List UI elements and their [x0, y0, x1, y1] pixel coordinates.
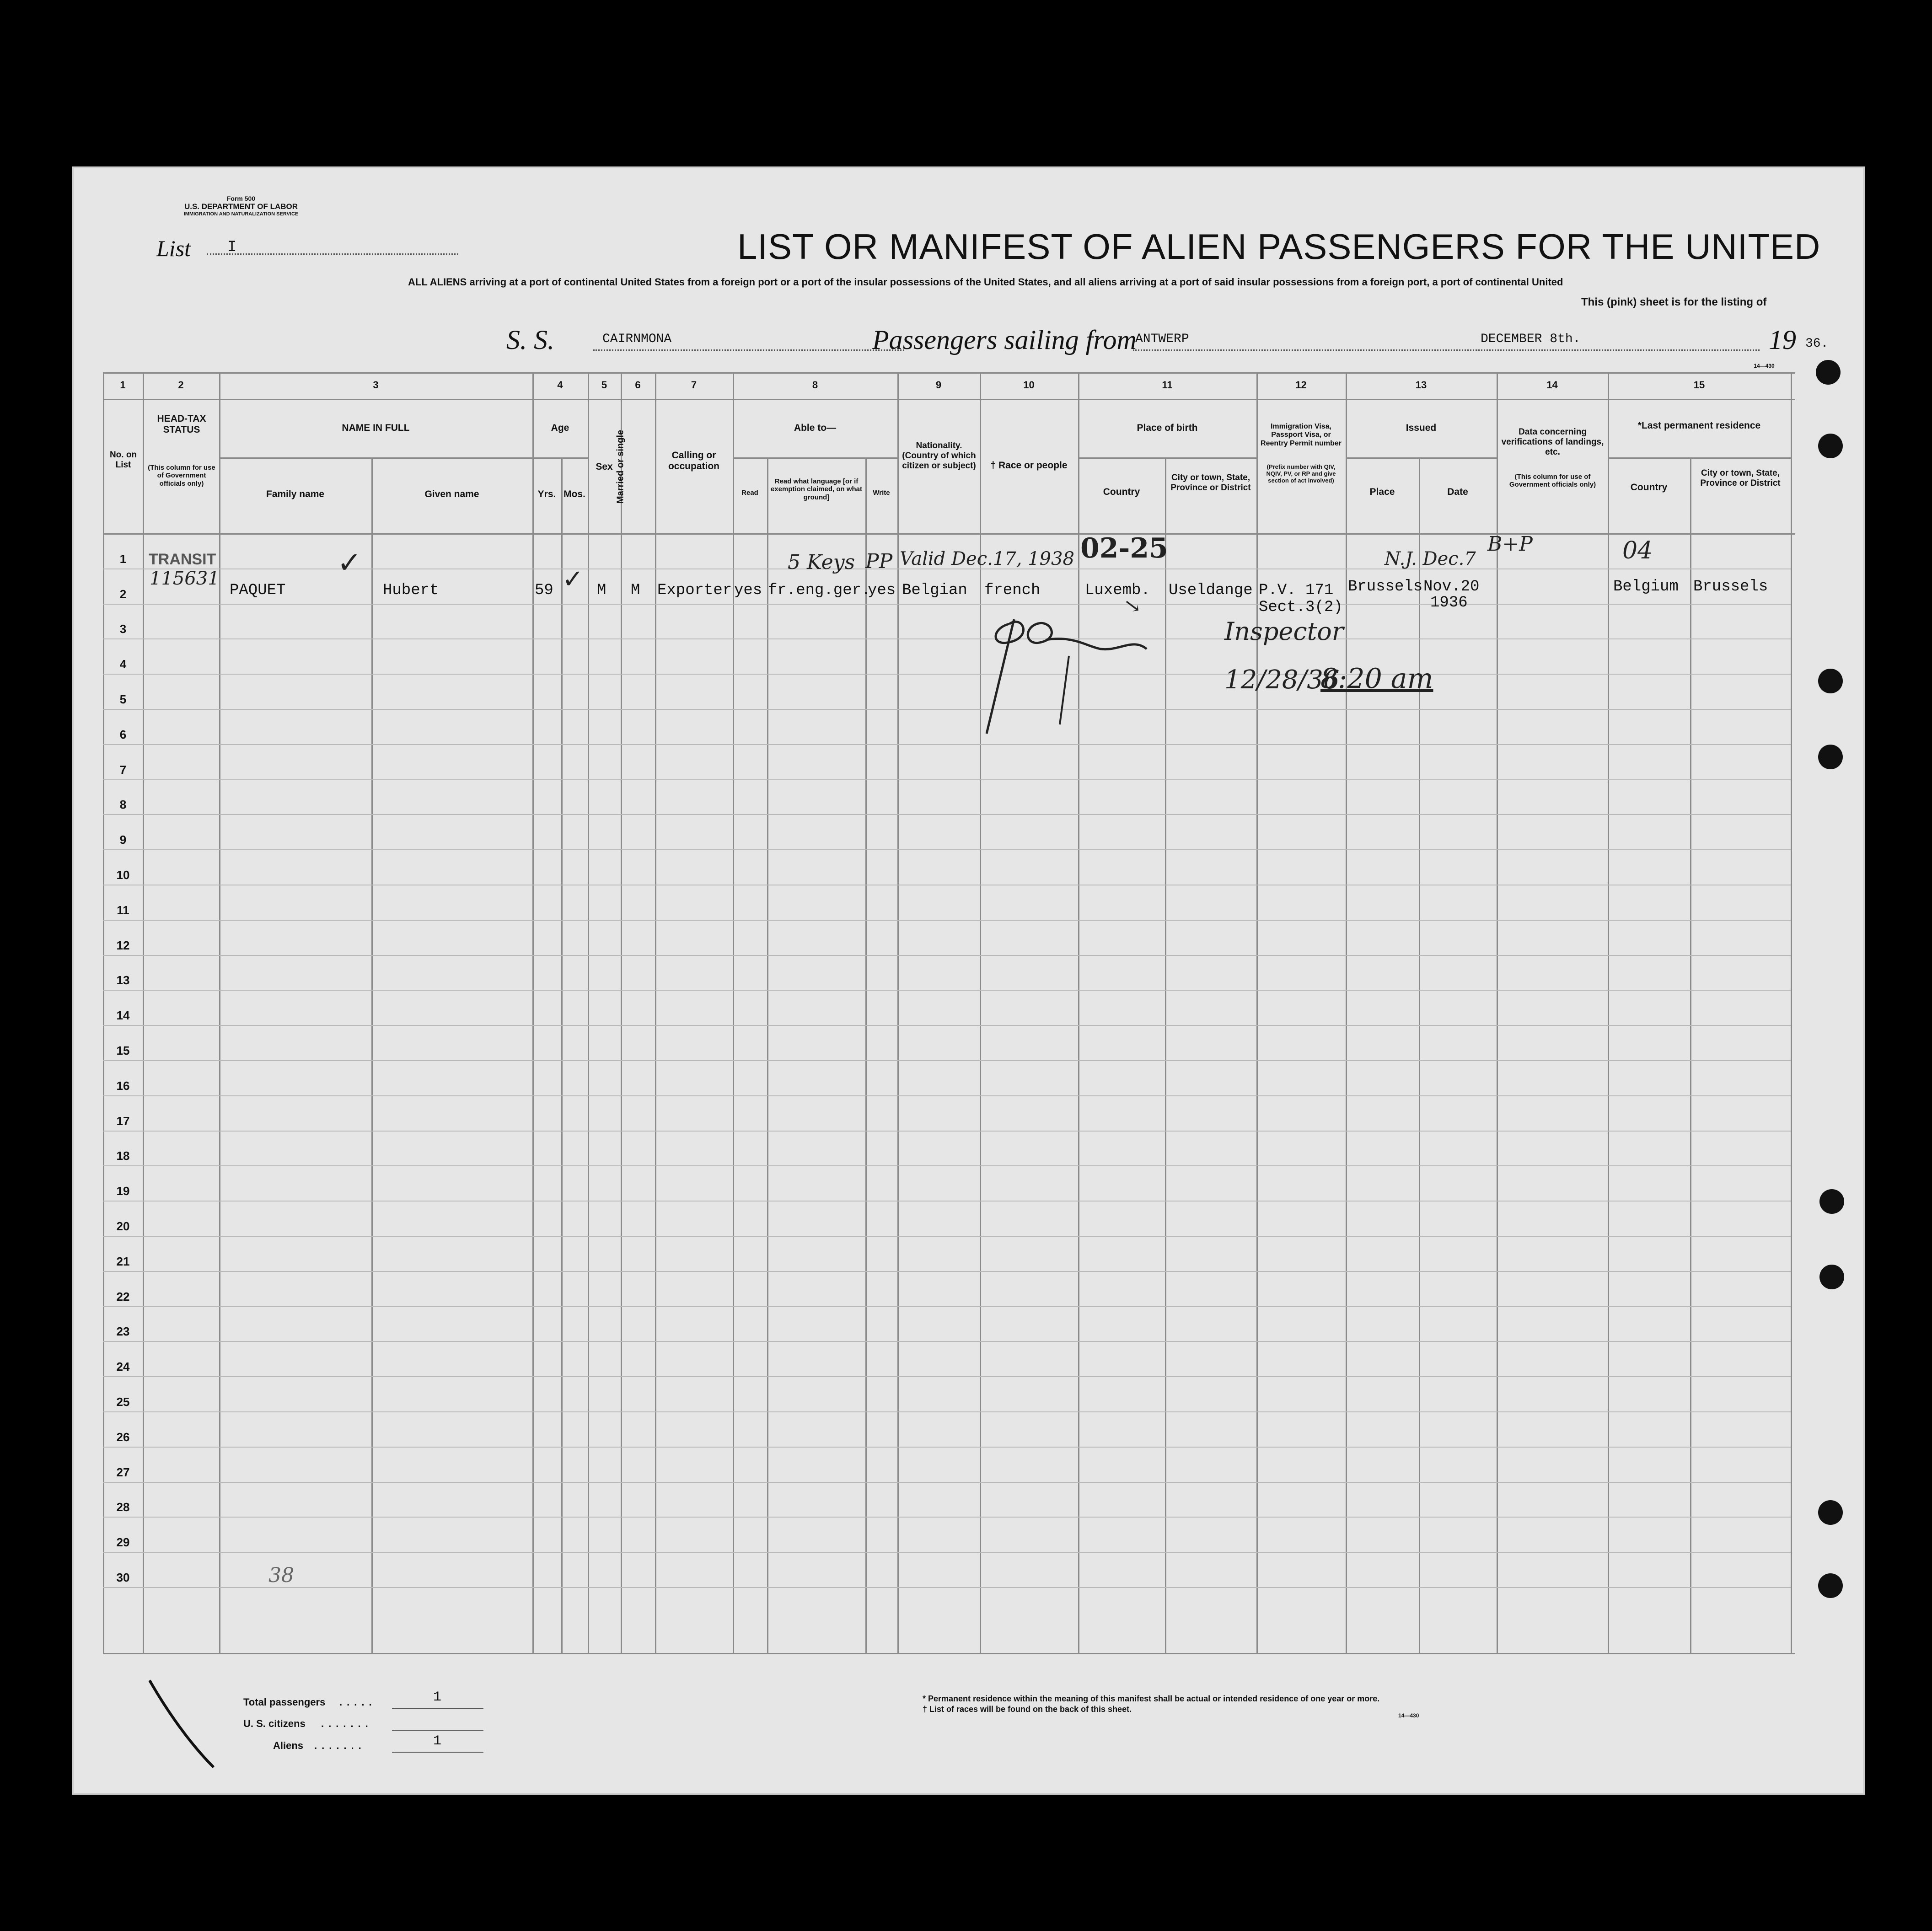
visa-line-2: Sect.3(2) [1259, 599, 1343, 616]
form-number: Form 500 [226, 195, 256, 202]
row-number: 8 [119, 798, 127, 811]
inspection-time: 8:20 am [1320, 663, 1433, 695]
col-line [1256, 372, 1258, 1653]
footnote-residence: * Permanent residence within the meaning of this manifest shall be actual or intended residence of one year or more. [923, 1694, 1380, 1703]
able-subhead-line [733, 457, 897, 459]
footer-stroke [140, 1671, 232, 1776]
row-number: 27 [116, 1465, 130, 1479]
inspector-title: Inspector [1224, 617, 1344, 646]
row-line [103, 920, 1791, 921]
annotation-valid: Valid Dec.17, 1938 [900, 548, 1074, 569]
annotation-pp: PP [865, 550, 893, 573]
row-line [103, 1306, 1791, 1307]
total-passengers-label: Total passengers [243, 1696, 326, 1708]
row-line [103, 849, 1791, 850]
sailing-port: ANTWERP [1135, 332, 1189, 346]
sex-value: M [597, 582, 606, 599]
footnote-races: † List of races will be found on the back of this sheet. [923, 1705, 1132, 1714]
col-number: 2 [178, 379, 184, 391]
issued-subhead-line [1346, 457, 1497, 459]
row-line [103, 1201, 1791, 1202]
footer-code: 14—430 [1398, 1712, 1419, 1719]
header-read-language: Read what language [or if exemption claimed, on what ground] [770, 477, 863, 501]
dots: ....... [314, 1740, 366, 1751]
header-given-name: Given name [424, 489, 479, 499]
col-line [767, 457, 768, 1653]
header-sex: Sex [596, 461, 613, 472]
check-mark-icon: ✓ [562, 564, 584, 594]
header-issued: Issued [1406, 423, 1437, 433]
annotation-keys: 5 Keys [788, 551, 855, 574]
issued-date-line-2: 1936 [1430, 594, 1468, 611]
header-read: Read [741, 489, 758, 497]
header-mos: Mos. [564, 489, 585, 499]
date-line [1476, 349, 1760, 351]
col-number: 10 [1023, 379, 1035, 391]
row-number: 4 [119, 657, 127, 671]
header-last-residence: *Last permanent residence [1637, 420, 1761, 431]
annotation-arrow-mark: ↘ [1122, 593, 1143, 619]
department-name: U.S. DEPARTMENT OF LABOR [184, 202, 298, 211]
punch-hole [1818, 434, 1843, 458]
row-line [103, 1517, 1791, 1518]
family-name: PAQUET [230, 582, 286, 599]
col-number: 11 [1162, 379, 1173, 391]
col-line [561, 457, 563, 1653]
row-line [103, 1411, 1791, 1412]
annotation-issued-note: N.J. Dec.7 [1385, 548, 1476, 569]
page-title: LIST OR MANIFEST OF ALIEN PASSENGERS FOR THE UNITED [737, 226, 1821, 267]
aliens-value: 1 [433, 1733, 442, 1749]
header-write: Write [873, 489, 890, 497]
header-visa: Immigration Visa, Passport Visa, or Reentry Permit number [1261, 423, 1342, 447]
row-number: 19 [116, 1184, 130, 1198]
write-value: yes [868, 582, 896, 599]
header-visa-note: (Prefix number with QIV, NQIV, PV, or RP and give section of act involved) [1266, 463, 1336, 484]
row-number: 10 [116, 868, 130, 882]
row-number: 6 [119, 728, 127, 741]
punch-hole [1818, 1573, 1843, 1598]
row-line [103, 1376, 1791, 1377]
table-top-line [103, 372, 1795, 374]
header-place-of-birth: Place of birth [1137, 423, 1198, 433]
col-line [1608, 372, 1609, 1653]
citizens-line [392, 1730, 483, 1731]
punch-hole [1816, 360, 1841, 385]
header-nationality: Nationality. (Country of which citizen or subject) [902, 441, 976, 471]
row-line [103, 1552, 1791, 1553]
header-issued-date: Date [1447, 487, 1468, 497]
row-line [103, 1236, 1791, 1237]
col-line [1690, 457, 1691, 1653]
port-line [1133, 349, 1526, 351]
row-number: 13 [116, 973, 130, 987]
col-number: 6 [635, 379, 641, 391]
nationality-value: Belgian [902, 582, 967, 599]
colnum-line [103, 399, 1795, 400]
year-suffix: 36. [1805, 337, 1829, 351]
punch-hole [1818, 669, 1843, 693]
row-line [103, 1271, 1791, 1272]
header-res-city: City or town, State, Province or District [1700, 468, 1781, 488]
row-line [103, 779, 1791, 780]
header-married: Married or single [615, 429, 626, 504]
race-value: french [984, 582, 1041, 599]
header-birth-country: Country [1103, 487, 1140, 497]
annotation-bp: B+P [1487, 532, 1533, 556]
row-number: 23 [116, 1325, 130, 1338]
punch-hole [1818, 1500, 1843, 1525]
col-number: 15 [1693, 379, 1705, 391]
header-res-country: Country [1630, 482, 1668, 493]
dots: ....... [321, 1718, 373, 1729]
header-name-in-full: NAME IN FULL [342, 423, 410, 433]
ship-name: CAIRNMONA [602, 332, 672, 346]
row-number: 26 [116, 1430, 130, 1444]
row-line [103, 604, 1791, 605]
issued-date-line-1: Nov.20 [1423, 578, 1480, 595]
check-mark-icon: ✓ [337, 546, 362, 580]
col-line [865, 457, 867, 1653]
header-issued-place: Place [1369, 487, 1395, 497]
occupation: Exporter [657, 582, 732, 599]
married-value: M [631, 582, 640, 599]
header-head-tax: HEAD-TAX STATUS [157, 413, 206, 435]
row-number: 12 [116, 939, 130, 952]
col-number: 12 [1295, 379, 1307, 391]
row-number: 1 [119, 552, 127, 566]
table-bottom-line [103, 1653, 1795, 1654]
col-number: 8 [812, 379, 818, 391]
col-line [1346, 372, 1347, 1653]
col-line [1419, 457, 1420, 1653]
row-number: 29 [116, 1535, 130, 1549]
row-number: 11 [117, 903, 129, 917]
aliens-line [392, 1752, 483, 1753]
subtitle-line-2: This (pink) sheet is for the listing of [1581, 296, 1767, 308]
head-tax-number: 115631 [150, 568, 220, 589]
col-line [371, 457, 373, 1653]
issued-place-value: Brussels [1348, 578, 1423, 595]
birth-city-value: Useldange [1169, 582, 1253, 599]
header-landing-note: (This column for use of Government officials only) [1509, 473, 1596, 489]
row-number: 18 [116, 1149, 130, 1163]
birth-subhead-line [1078, 457, 1256, 459]
row-line [103, 1341, 1791, 1342]
visa-line-1: P.V. 171 [1259, 582, 1334, 599]
col-number: 9 [935, 379, 942, 391]
header-age: Age [551, 423, 569, 433]
inspector-date: 12/28/36 [1224, 665, 1340, 695]
col-line [1791, 372, 1792, 1653]
list-label: List [156, 236, 191, 261]
service-name: IMMIGRATION AND NATURALIZATION SERVICE [183, 211, 299, 217]
list-line [207, 253, 458, 255]
col-line [1078, 372, 1079, 1653]
row-number: 17 [116, 1114, 130, 1128]
birth-country-value: Luxemb. [1085, 582, 1150, 599]
header-calling: Calling or occupation [668, 450, 719, 472]
annotation-code: 02-25 [1080, 532, 1168, 564]
header-birth-city: City or town, State, Province or District [1170, 473, 1251, 493]
row-line [103, 638, 1791, 639]
row-line [103, 1131, 1791, 1132]
row-line [103, 1025, 1791, 1026]
header-landing-data: Data concerning verifications of landings, etc. [1501, 427, 1604, 457]
res-city-value: Brussels [1693, 578, 1768, 595]
row-number: 22 [116, 1290, 130, 1303]
stray-mark: 38 [268, 1564, 294, 1587]
row-line [103, 1482, 1791, 1483]
header-able-to: Able to— [794, 423, 837, 433]
annotation-res-code: 04 [1622, 537, 1653, 564]
col-line [1497, 372, 1498, 1653]
row-number: 9 [119, 833, 127, 847]
row-number: 20 [116, 1219, 130, 1233]
row-line [103, 1060, 1791, 1061]
col-line [655, 372, 656, 1653]
col-number: 5 [601, 379, 607, 391]
residence-subhead-line [1608, 457, 1791, 459]
col-line [621, 372, 622, 1653]
row-number: 15 [116, 1044, 130, 1057]
given-name: Hubert [383, 582, 439, 599]
row-number: 2 [119, 587, 127, 601]
row-number: 30 [116, 1571, 130, 1584]
manifest-sheet [72, 166, 1865, 1795]
age-subhead-line [532, 457, 588, 459]
row-line [103, 674, 1791, 675]
row-number: 16 [116, 1079, 130, 1093]
row-line [103, 814, 1791, 815]
row-number: 28 [116, 1500, 130, 1514]
row-number: 25 [116, 1395, 130, 1409]
header-bottom-line [103, 533, 1795, 535]
col-line [532, 372, 534, 1653]
transit-stamp: TRANSIT [149, 551, 216, 568]
col-line [897, 372, 899, 1653]
row-number: 21 [116, 1255, 130, 1268]
row-line [103, 709, 1791, 710]
row-line [103, 1165, 1791, 1166]
row-number: 3 [119, 622, 127, 636]
col-line [143, 372, 144, 1653]
punch-hole [1818, 745, 1843, 769]
corner-code: 14—430 [1754, 363, 1775, 369]
ss-label: S. S. [506, 325, 554, 355]
name-subhead-line [219, 457, 532, 459]
res-country-value: Belgium [1613, 578, 1679, 595]
col-number: 3 [373, 379, 379, 391]
ship-line [593, 349, 904, 351]
col-number: 14 [1546, 379, 1558, 391]
col-line [733, 372, 734, 1653]
total-passengers-value: 1 [433, 1690, 442, 1705]
header-no-on-list: No. on List [109, 450, 137, 470]
language-value: fr.eng.ger. [768, 582, 871, 599]
subtitle-line-1: ALL ALIENS arriving at a port of continental United States from a foreign port or a port of the insular possessions of the United States, and all aliens arriving at a port of said insular possessions from a foreign port, a port of continental United [408, 276, 1563, 288]
row-line [103, 1447, 1791, 1448]
total-line [392, 1708, 483, 1709]
col-number: 1 [120, 379, 126, 391]
age-years: 59 [535, 582, 553, 599]
col-number: 7 [691, 379, 697, 391]
col-number: 4 [557, 379, 563, 391]
us-citizens-label: U. S. citizens [243, 1718, 306, 1729]
punch-hole [1819, 1265, 1844, 1289]
sailing-date: DECEMBER 8th. [1481, 332, 1581, 346]
aliens-label: Aliens [273, 1740, 304, 1751]
header-race: † Race or people [990, 460, 1068, 471]
row-line [103, 1095, 1791, 1096]
sailing-label: Passengers sailing from [872, 325, 1137, 355]
row-line [103, 955, 1791, 956]
header-head-tax-note: (This column for use of Government officials only) [148, 464, 215, 488]
punch-hole [1819, 1189, 1844, 1214]
row-line [103, 990, 1791, 991]
row-number: 14 [116, 1008, 130, 1022]
read-value: yes [734, 582, 762, 599]
header-family-name: Family name [266, 489, 325, 499]
row-line [103, 1587, 1791, 1588]
row-line [103, 744, 1791, 745]
year-prefix: 19 [1769, 325, 1796, 355]
row-number: 5 [119, 692, 127, 706]
list-value: I [227, 239, 237, 256]
col-line [103, 372, 104, 1653]
row-number: 24 [116, 1360, 130, 1373]
col-number: 13 [1415, 379, 1427, 391]
header-yrs: Yrs. [537, 489, 556, 499]
col-line [588, 372, 589, 1653]
dots: ..... [339, 1696, 376, 1708]
col-line [219, 372, 220, 1653]
row-number: 7 [119, 763, 127, 777]
